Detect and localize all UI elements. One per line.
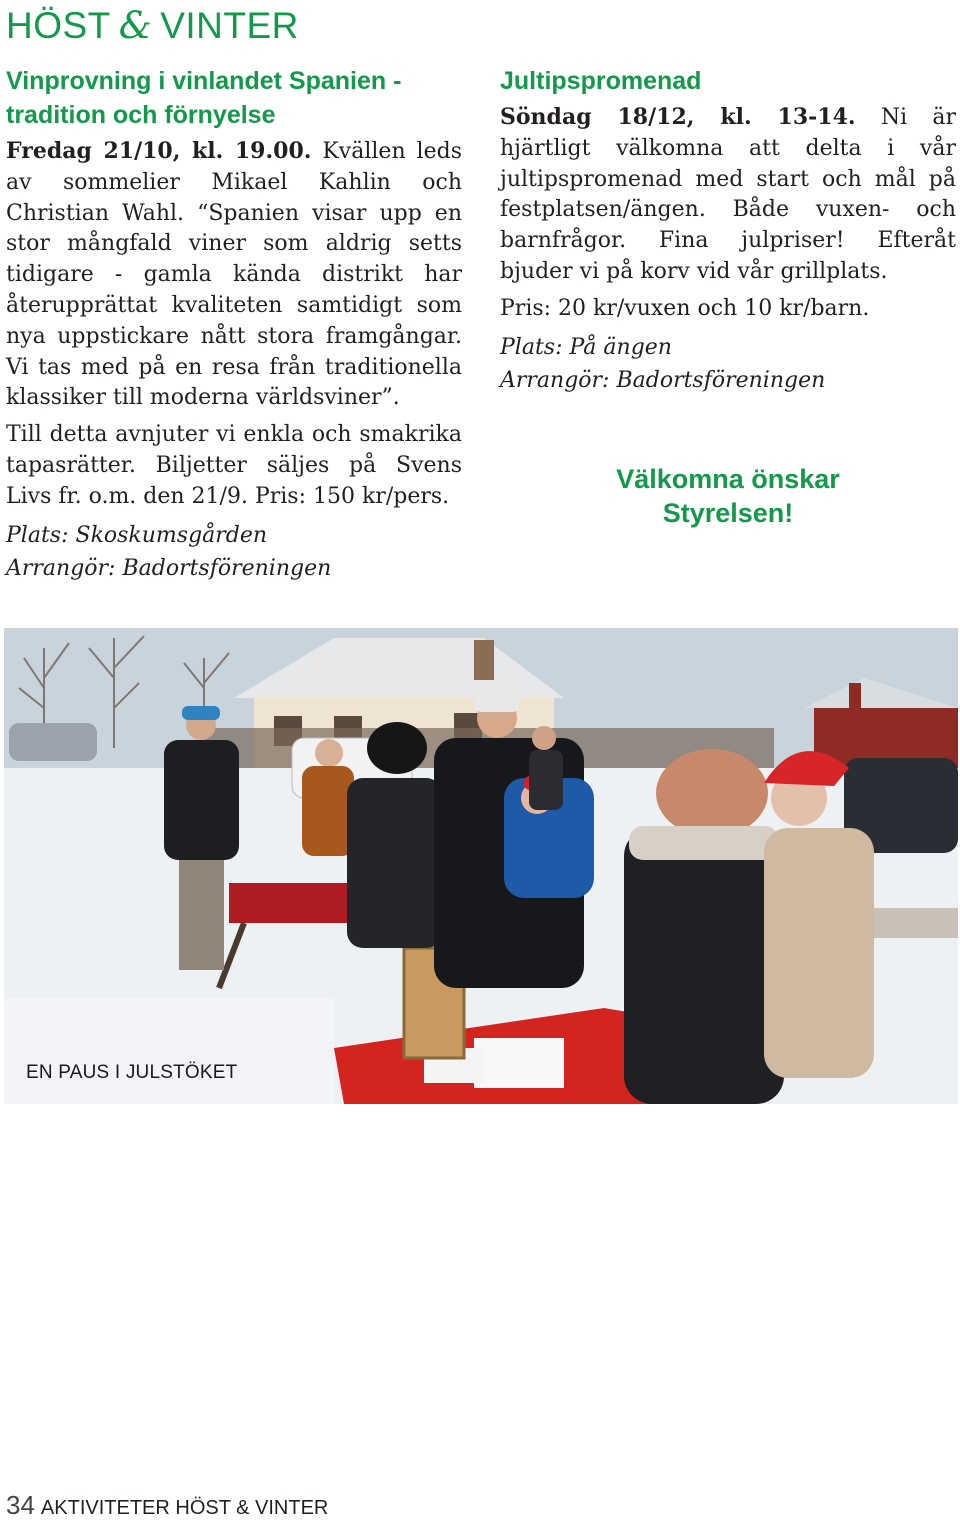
header-title-right: VINTER <box>160 5 299 46</box>
page-number: 34 <box>6 1490 35 1520</box>
article-price: Pris: 20 kr/vuxen och 10 kr/barn. <box>500 295 870 321</box>
article-wine-tasting <box>6 64 462 585</box>
article-place: Plats: Skoskumsgården <box>6 522 268 548</box>
header-title-left: HÖST <box>6 5 111 46</box>
article-lead: Söndag 18/12, kl. 13-14. <box>500 104 856 130</box>
page-footer <box>6 1490 328 1521</box>
article-organizer: Arrangör: Badortsföreningen <box>500 367 826 393</box>
greeting <box>500 462 956 530</box>
greeting-line-2: Styrelsen! <box>662 498 794 528</box>
article-place: Plats: På ängen <box>500 334 672 360</box>
article-text: Kvällen leds av sommelier Mikael Kahlin och Christian Wahl. “Spanien visar upp en stor mångfald viner som aldrig setts tidigare - gamla kända distrikt har återupprättat kvaliteten samtidigt som nya uppstickare nått stora framgångar. Vi tas med på en resa från traditionella klassiker till moderna världsviner”. <box>6 139 462 411</box>
winter-gathering-illustration <box>4 628 958 1104</box>
article-body <box>6 136 462 414</box>
article-heading: Vinprovning i vinlandet Spanien - tradition och förnyelse <box>6 67 402 129</box>
greeting-line-1: Välkomna önskar <box>616 464 840 494</box>
article-organizer: Arrangör: Badortsföreningen <box>6 555 332 581</box>
header-title-ampersand: & <box>118 4 153 47</box>
article-text: Ni är hjärtligt välkomna att delta i vår jultipspromenad med start och mål på festplatsen/ängen. Både vuxen- och barnfrågor. Fina julpriser! Efteråt bjuder vi på korv vid vår grillplats. <box>500 105 956 284</box>
page-header-title <box>6 4 299 47</box>
footer-section-title: AKTIVITETER HÖST & VINTER <box>40 1497 329 1519</box>
article-lead: Fredag 21/10, kl. 19.00. <box>6 138 312 164</box>
event-photo <box>4 628 958 1104</box>
photo-caption: EN PAUS I JULSTÖKET <box>26 1062 238 1083</box>
article-heading: Jultipspromenad <box>500 67 702 95</box>
article-body <box>500 102 956 288</box>
article-christmas-walk <box>500 64 956 528</box>
article-body-2: Till detta avnjuter vi enkla och smakrika tapasrätter. Biljetter säljes på Svens Livs fr. o.m. den 21/9. Pris: 150 kr/pers. <box>6 422 462 509</box>
